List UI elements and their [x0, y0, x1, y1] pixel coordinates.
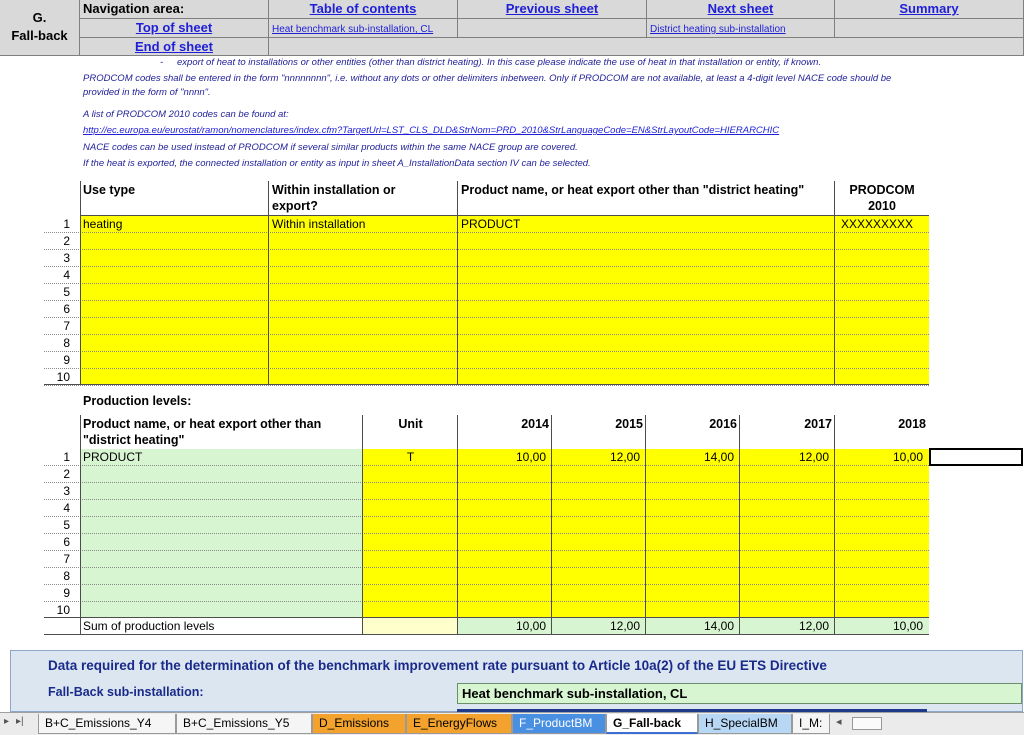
prod-table-border — [80, 415, 81, 635]
next-target-link[interactable]: District heating sub-installation — [650, 24, 786, 35]
sum-value-cell: 12,00 — [552, 618, 646, 634]
previous-sheet-link[interactable]: Previous sheet — [505, 1, 599, 16]
sum-label: Sum of production levels — [83, 619, 215, 633]
sheet-letter: G. — [32, 10, 47, 25]
prod-header-unit-text: Unit — [398, 417, 423, 431]
prod-header-product — [80, 415, 363, 449]
note-bullet: - — [160, 57, 164, 68]
year-2014: 2014 — [521, 417, 549, 431]
sum-value-cell: 12,00 — [740, 618, 835, 634]
prod-header-year — [740, 415, 835, 449]
header-use-type — [80, 181, 269, 215]
row-number: 3 — [63, 484, 70, 498]
sheet-tab-bar — [0, 712, 1024, 735]
prod-table-border — [645, 415, 646, 635]
tab-bc-emissions-y4[interactable]: B+C_Emissions_Y4 — [38, 714, 176, 734]
tab-i-m[interactable]: I_M: — [792, 714, 830, 734]
prod-value-cell[interactable]: 12,00 — [609, 450, 640, 464]
selected-cell[interactable] — [929, 448, 1023, 466]
use-table-border — [268, 181, 269, 384]
use-table-border — [80, 181, 81, 384]
row-divider — [44, 249, 929, 250]
row-divider — [44, 283, 929, 284]
row-number: 3 — [63, 251, 70, 265]
prod-table-border — [551, 415, 552, 635]
nav-end-cell — [80, 38, 269, 56]
nav-summary-cell — [835, 0, 1024, 19]
header-use-type-text: Use type — [83, 183, 136, 197]
row-divider — [44, 266, 929, 267]
row-number: 8 — [63, 336, 70, 350]
tab-scroll-first-icon[interactable]: ▸ — [4, 716, 10, 727]
use-header-line — [80, 215, 929, 216]
note-line-5: NACE codes can be used instead of PRODCOM if several similar products within the same NACE group are covered. — [83, 142, 578, 153]
use-type-cell[interactable]: heating — [83, 217, 123, 231]
tab-g-fall-back[interactable]: G_Fall-back — [606, 714, 698, 734]
nav-next-cell — [647, 0, 835, 19]
nav-top-cell — [80, 19, 269, 38]
row-divider — [44, 368, 929, 369]
row-number: 1 — [63, 450, 70, 464]
year-2017: 2017 — [804, 417, 832, 431]
row-divider — [44, 533, 929, 534]
horizontal-scrollbar-thumb[interactable] — [852, 717, 882, 730]
prodcom-code-cell[interactable]: XXXXXXXXX — [841, 217, 914, 231]
row-divider — [44, 300, 929, 301]
prod-product-cell[interactable]: PRODUCT — [83, 450, 143, 464]
row-number: 10 — [56, 370, 70, 384]
year-2018: 2018 — [898, 417, 926, 431]
row-divider — [44, 385, 929, 386]
row-divider — [44, 601, 929, 602]
use-table-bottom — [44, 384, 929, 385]
prod-unit-cell[interactable]: T — [406, 450, 415, 464]
nav-empty-cell-2 — [835, 19, 1024, 38]
row-divider — [44, 317, 929, 318]
top-of-sheet-link[interactable]: Top of sheet — [135, 20, 213, 35]
note-line-1: export of heat to installations or other entities (other than district heating). In this case please indicate the use of heat in that installation or entity, if known. — [177, 57, 822, 68]
nav-next-target-cell — [647, 19, 835, 38]
nav-toc-cell — [269, 0, 458, 19]
row-number: 6 — [63, 535, 70, 549]
within-cell[interactable]: Within installation — [272, 217, 366, 231]
year-2015: 2015 — [615, 417, 643, 431]
sum-value-cell: 14,00 — [646, 618, 740, 634]
row-number: 6 — [63, 302, 70, 316]
header-product-text: Product name, or heat export other than "district heating" — [461, 183, 805, 197]
use-table-border — [834, 181, 835, 384]
sheet-name: Fall-back — [11, 28, 68, 43]
use-table-border — [457, 181, 458, 384]
prod-table-bottom — [44, 634, 929, 635]
row-number: 10 — [56, 603, 70, 617]
prod-header-year — [458, 415, 552, 449]
row-number: 7 — [63, 319, 70, 333]
header-within-line1: Within installation or — [272, 183, 396, 197]
row-divider — [44, 465, 929, 466]
row-number: 5 — [63, 518, 70, 532]
fallback-label: Fall-Back sub-installation: — [48, 685, 204, 699]
row-number: 8 — [63, 569, 70, 583]
prod-table-border — [739, 415, 740, 635]
fallback-value[interactable]: Heat benchmark sub-installation, CL — [457, 683, 1022, 704]
tab-d-emissions[interactable]: D_Emissions — [312, 714, 406, 734]
row-divider — [44, 334, 929, 335]
row-number: 4 — [63, 501, 70, 515]
end-of-sheet-link[interactable]: End of sheet — [134, 39, 213, 54]
sum-value-cell: 10,00 — [458, 618, 552, 634]
prod-header-year — [646, 415, 740, 449]
benchmark-title: Data required for the determination of the benchmark improvement rate pursuant to Article 10a(2) of the EU ETS Directive — [48, 658, 827, 673]
note-line-3: provided in the form of "nnnn". — [83, 87, 211, 98]
row-number: 2 — [63, 467, 70, 481]
nav-prev-cell — [458, 0, 647, 19]
nav-filler — [269, 38, 1024, 56]
table-of-contents-link[interactable]: Table of contents — [309, 1, 417, 16]
row-number: 4 — [63, 268, 70, 282]
product-name-cell[interactable]: PRODUCT — [461, 217, 521, 231]
row-divider — [44, 567, 929, 568]
note-line-4: A list of PRODCOM 2010 codes can be found at: — [83, 109, 289, 120]
prod-header-product-line2: "district heating" — [83, 433, 185, 447]
row-number: 9 — [63, 353, 70, 367]
row-divider — [44, 516, 929, 517]
header-product — [458, 181, 835, 215]
row-divider — [44, 232, 929, 233]
sheet-label — [0, 0, 80, 56]
prod-value-cell[interactable]: 14,00 — [703, 450, 734, 464]
next-sheet-link[interactable]: Next sheet — [707, 1, 774, 16]
row-divider — [44, 499, 929, 500]
tab-h-specialbm[interactable]: H_SpecialBM — [698, 714, 792, 734]
prod-value-cell[interactable]: 12,00 — [798, 450, 829, 464]
prod-header-product-line1: Product name, or heat export other than — [83, 417, 322, 431]
prod-header-year — [835, 415, 929, 449]
header-prodcom — [835, 181, 929, 215]
row-divider — [44, 482, 929, 483]
row-number: 2 — [63, 234, 70, 248]
header-within-line2: export? — [272, 199, 318, 213]
production-levels-title — [80, 392, 280, 410]
year-2016: 2016 — [709, 417, 737, 431]
note-line-2: PRODCOM codes shall be entered in the form "nnnnnnnn", i.e. without any dots or other delimiters inbetween. Only if PRODCOM are not available, at least a 4-digit level NACE code should be — [83, 73, 892, 84]
note-line-6: If the heat is exported, the connected installation or entity as input in sheet A_InstallationData section IV can be selected. — [83, 158, 591, 169]
tab-bc-emissions-y5[interactable]: B+C_Emissions_Y5 — [176, 714, 312, 734]
row-divider — [44, 584, 929, 585]
prod-value-cell[interactable]: 10,00 — [892, 450, 923, 464]
tab-f-productbm[interactable]: F_ProductBM — [512, 714, 606, 734]
header-prodcom-line2: 2010 — [868, 199, 896, 213]
row-number: 1 — [63, 217, 70, 231]
row-number: 5 — [63, 285, 70, 299]
production-levels-title-text: Production levels: — [83, 394, 192, 408]
nav-area-text: Navigation area: — [83, 1, 185, 16]
summary-link[interactable]: Summary — [899, 1, 959, 16]
tab-e-energyflows[interactable]: E_EnergyFlows — [406, 714, 512, 734]
sum-unit-cell — [363, 618, 458, 634]
header-within — [269, 181, 458, 215]
prod-header-unit — [363, 415, 458, 449]
prod-header-year — [552, 415, 646, 449]
prod-table-border — [834, 415, 835, 635]
row-divider — [44, 351, 929, 352]
nav-prev-target-cell — [269, 19, 458, 38]
row-divider — [44, 550, 929, 551]
tab-scroll-last-icon[interactable]: ▸| — [16, 716, 24, 727]
tab-scroll-left-icon[interactable]: ◂ — [836, 716, 842, 728]
sum-value-cell: 10,00 — [835, 618, 929, 634]
row-number: 7 — [63, 552, 70, 566]
prod-table-sum-line — [44, 617, 929, 618]
row-number: 9 — [63, 586, 70, 600]
prodcom-list-link[interactable]: http://ec.europa.eu/eurostat/ramon/nomenclatures/index.cfm?TargetUrl=LST_CLS_DLD&StrNom=PRD_2010&StrLanguageCode=EN&StrLayoutCode=HIERARCHIC — [83, 125, 780, 136]
prod-table-border — [362, 415, 363, 635]
nav-empty-cell-1 — [458, 19, 647, 38]
previous-target-link[interactable]: Heat benchmark sub-installation, CL — [272, 24, 434, 35]
prod-value-cell[interactable]: 10,00 — [515, 450, 546, 464]
header-prodcom-line1: PRODCOM — [849, 183, 915, 197]
nav-area-label — [80, 0, 269, 19]
prod-table-border — [457, 415, 458, 635]
